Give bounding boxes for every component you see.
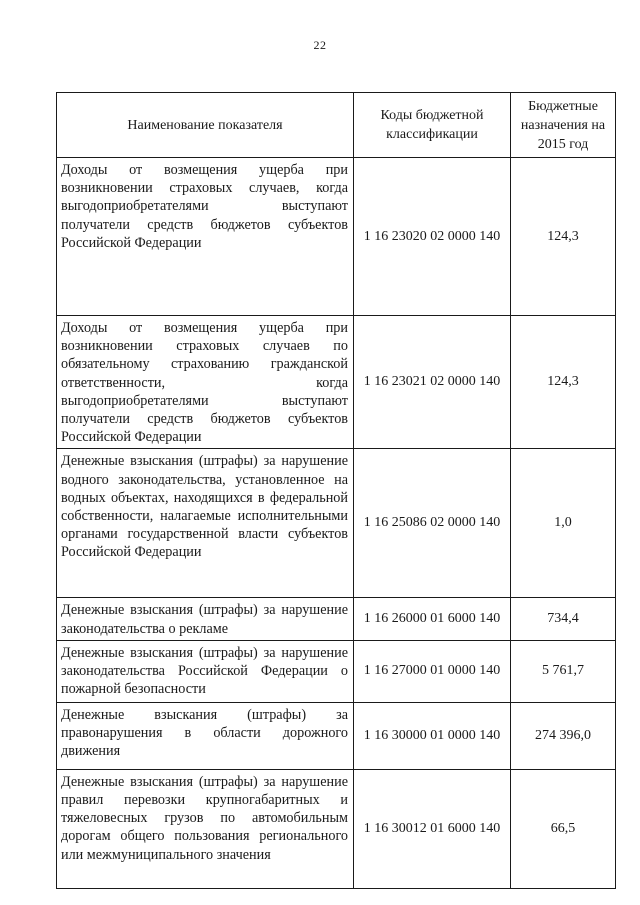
row-value: 274 396,0 [511, 702, 616, 769]
row-value: 1,0 [511, 449, 616, 598]
row-value: 66,5 [511, 769, 616, 888]
budget-table [56, 92, 616, 889]
header-name: Наименование показателя [57, 93, 354, 158]
row-code: 1 16 23020 02 0000 140 [354, 158, 511, 316]
row-code: 1 16 27000 01 0000 140 [354, 640, 511, 702]
row-code: 1 16 26000 01 6000 140 [354, 598, 511, 640]
row-value: 124,3 [511, 316, 616, 449]
row-value: 5 761,7 [511, 640, 616, 702]
row-name: Доходы от возмещения ущерба при возникновении страховых случаев, когда выгодоприобретателями выступают получатели средств бюджетов субъектов Российской Федерации [57, 158, 354, 316]
row-name: Денежные взыскания (штрафы) за правонарушения в области дорожного движения [57, 702, 354, 769]
row-name: Доходы от возмещения ущерба при возникновении страховых случаев по обязательному страхованию гражданской ответственности, когда выгодоприобретателями выступают получатели средств бюджетов субъектов Российской Федерации [57, 316, 354, 449]
row-code: 1 16 25086 02 0000 140 [354, 449, 511, 598]
row-name: Денежные взыскания (штрафы) за нарушение водного законодательства, установленное на водных объектах, находящихся в федеральной собственности, налагаемые исполнительными органами государственной власти субъектов Российской Федерации [57, 449, 354, 598]
table-row [57, 640, 616, 702]
table-row [57, 449, 616, 598]
row-name: Денежные взыскания (штрафы) за нарушение законодательства Российской Федерации о пожарной безопасности [57, 640, 354, 702]
table-row [57, 598, 616, 640]
header-value: Бюджетные назначения на 2015 год [511, 93, 616, 158]
row-value: 734,4 [511, 598, 616, 640]
row-name: Денежные взыскания (штрафы) за нарушение законодательства о рекламе [57, 598, 354, 640]
table-row [57, 158, 616, 316]
header-code: Коды бюджетной классификации [354, 93, 511, 158]
table-header-row [57, 93, 616, 158]
row-name: Денежные взыскания (штрафы) за нарушение правил перевозки крупногабаритных и тяжеловесных грузов по автомобильным дорогам общего пользования регионального или межмуниципального значения [57, 769, 354, 888]
table-row [57, 702, 616, 769]
row-code: 1 16 23021 02 0000 140 [354, 316, 511, 449]
row-code: 1 16 30012 01 6000 140 [354, 769, 511, 888]
table-row [57, 769, 616, 888]
row-value: 124,3 [511, 158, 616, 316]
table-row [57, 316, 616, 449]
row-code: 1 16 30000 01 0000 140 [354, 702, 511, 769]
page-number: 22 [313, 38, 327, 52]
